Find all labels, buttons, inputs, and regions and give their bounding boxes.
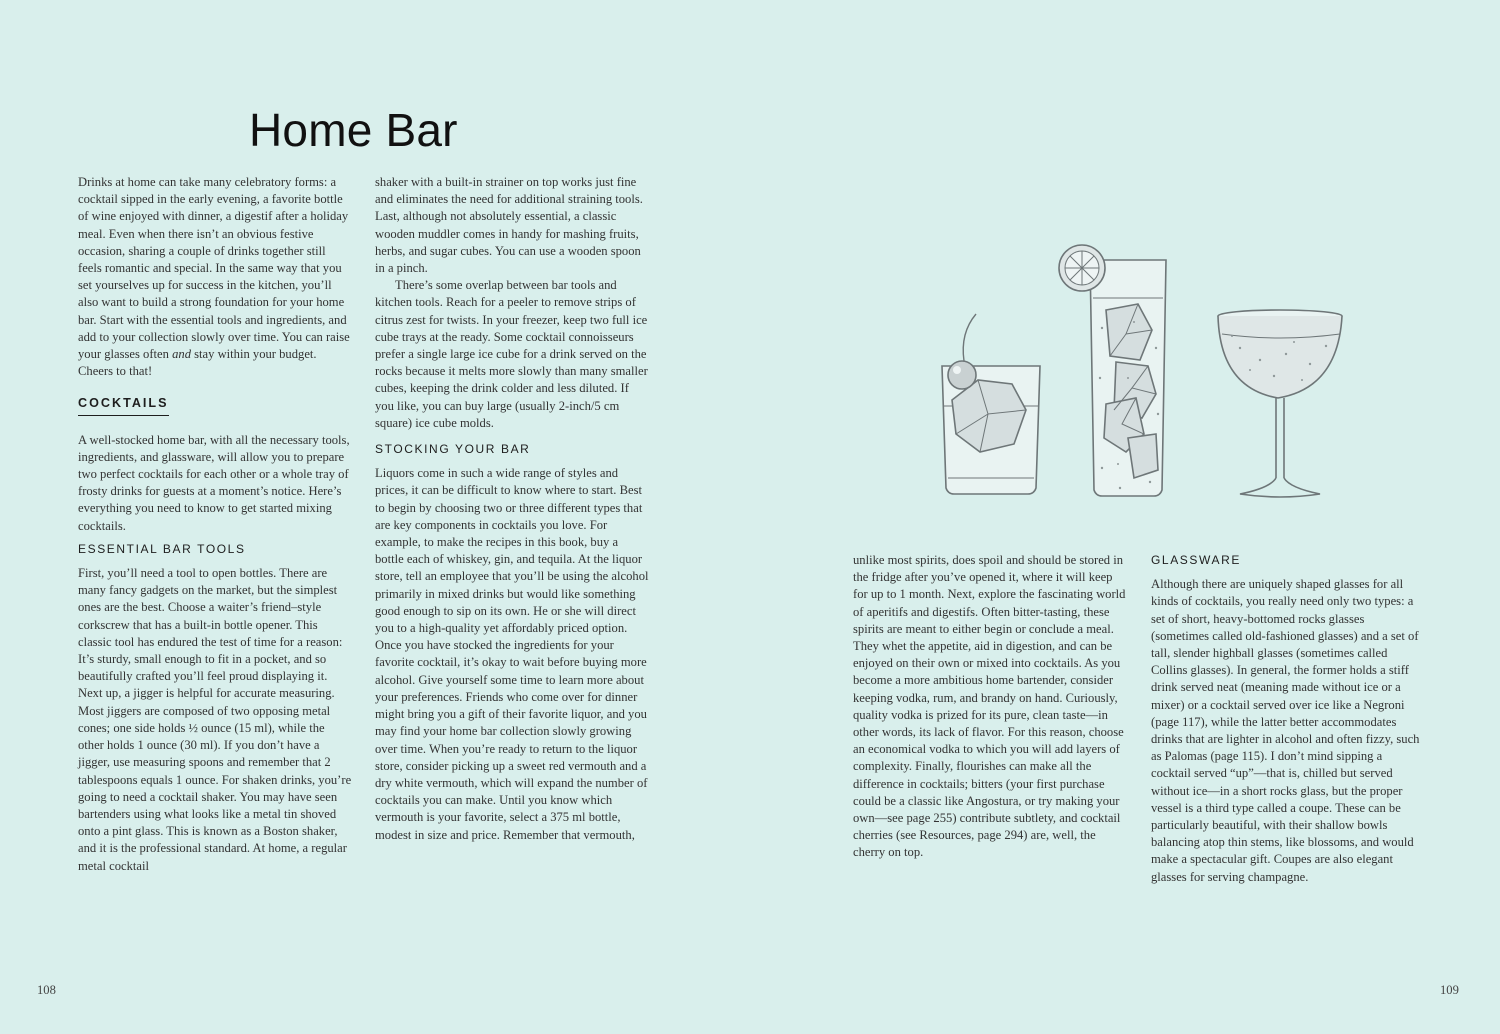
tools-continued-paragraph: shaker with a built-in strainer on top works just fine and eliminates the need for additional straining tools. Last, although not absolutely essential, a classic wooden muddler comes in handy for mashing fruits, herbs, and sugar cubes. You can use a wooden spoon in a pinch. [375,175,643,276]
page-title: Home Bar [249,103,458,156]
column-4 [1151,552,1425,886]
column-1 [78,174,352,875]
intro-text: Drinks at home can take many celebratory forms: a cocktail sipped in the early evening, a favorite bottle of wine enjoyed with dinner, a digestif after a holiday meal. Even when there isn’t an obvious festive occasion, sharing a couple of drinks together still feels romantic and special. In the same way that you set yourselves up for success in the kitchen, you’ll also want to build a strong foundation for your home bar. Start with the essential tools and ingredients, and add to your collection slowly over time. You can raise your glasses often [78,175,350,362]
column-3 [853,552,1127,862]
rocks-glass-with-cherry [942,314,1040,494]
intro-paragraph [78,174,352,380]
column-2 [375,174,649,844]
glassware-heading: GLASSWARE [1151,553,1241,567]
vermouth-paragraph: unlike most spirits, does spoil and should be stored in the fridge after you’ve opened it, where it will keep for up to 1 month. Next, explore the fascinating world of aperitifs and digestifs. Often bitter-tasting, these spirits are meant to either begin or conclude a meal. They whet the appetite, aid in digestion, and can be enjoyed on their own or mixed into cocktails. As you become a more ambitious home bartender, consider keeping vodka, rum, and brandy on hand. Curiously, quality vodka is prized for its pure, clean taste—in other words, its lack of flavor. For this reason, choose an economical vodka to which you will add layers of complexity. Finally, flourishes can make all the difference in cocktails; bitters (your first purchase could be a classic like Angostura, or try making your own—see page 255) contribute subtlety, and cocktail cherries (see Resources, page 294) are, well, the cherry on top. [853,553,1126,860]
cocktails-paragraph: A well-stocked home bar, with all the necessary tools, ingredients, and glassware, will allow you to prepare two perfect cocktails for each other or a whole tray of frosty drinks for guests at a moment’s notice. Here’s everything you need to know to get started mixing cocktails. [78,432,350,533]
essential-tools-heading: ESSENTIAL BAR TOOLS [78,541,246,556]
essential-tools-paragraph: First, you’ll need a tool to open bottles. There are many fancy gadgets on the market, but the simplest ones are the best. Choose a waiter’s friend–style corkscrew that has a built-in bottle opener. This classic tool has endured the test of time for a reason: It’s sturdy, small enough to fit in a pocket, and so beautifully crafted you’ll feel proud displaying it. Next up, a jigger is helpful for accurate measuring. Most jiggers are composed of two opposing metal cones; one side holds ½ ounce (15 ml), while the other holds 1 ounce (30 ml). If you don’t have a jigger, use measuring spoons and remember that 2 tablespoons equals 1 ounce. For shaken drinks, you’re going to need a cocktail shaker. You may have seen bartenders using what looks like a metal tin shoved onto a pint glass. This is known as a Boston shaker, and it is the professional standard. At home, a regular metal cocktail [78,566,352,873]
page-number-right: 109 [1440,983,1459,997]
stocking-heading: STOCKING YOUR BAR [375,442,531,457]
glassware-illustration [930,238,1430,503]
intro-emphasis: and [172,347,191,362]
stocking-paragraph: Liquors come in such a wide range of styles and prices, it can be difficult to know where to start. Best to begin by choosing two or three different types that are key components in cocktails you love. For example, to make the recipes in this book, buy a bottle each of whiskey, gin, and tequila. At the liquor store, tell an employee that you’ll be using the alcohol primarily in mixed drinks but would like something good enough to sip on its own. He or she will direct you to a high-quality yet affordably priced option. Once you have stocked the ingredients for your favorite cocktail, it’s okay to wait before buying more alcohol. Give yourself some time to learn more about your preferences. Friends who come over for dinner might bring you a gift of their favorite liquor, and you may find your home bar collection slowly growing over time. When you’re ready to return to the liquor store, consider picking up a sweet red vermouth and a dry white vermouth, which will expand the number of cocktails you can make. Until you know which vermouth is your favorite, select a 375 ml bottle, modest in size and price. Remember that vermouth, [375,466,649,842]
ice-paragraph: There’s some overlap between bar tools and kitchen tools. Reach for a peeler to remove strips of citrus zest for twists. In your freezer, keep two full ice cube trays at the ready. Some cocktail connoisseurs prefer a single large ice cube for a drink served on the rocks because it melts more slowly than many smaller cubes, keeping the drink colder and less diluted. If you like, you can buy large (usually 2-inch/5 cm square) ice cube molds. [375,278,648,430]
coupe-glass [1218,310,1342,497]
glassware-paragraph: Although there are uniquely shaped glasses for all kinds of cocktails, you really need only two types: a set of short, heavy-bottomed rocks glasses (sometimes called old-fashioned glasses) and a set of tall, slender highball glasses (sometimes called Collins glasses). In general, the former holds a stiff drink served neat (meaning made without ice or a mixer) or a cocktail served over ice like a Negroni (page 117), while the latter better accommodates drinks that are lighter in alcohol and often fizzy, such as Palomas (page 115). I don’t mind sipping a cocktail served “up”—that is, chilled but served without ice—in a short rocks glass, but the proper vessel is a third type called a coupe. These can be particularly beautiful, with their shallow bowls balancing atop thin stems, like blossoms, and would make a spectacular gift. Coupes are also elegant glasses for serving champagne. [1151,577,1420,884]
page-number-left: 108 [37,983,56,997]
highball-glass-with-lime [1059,245,1166,496]
cocktails-heading: COCKTAILS [78,395,169,415]
intro-text-end: stay within your budget. Cheers to that! [78,347,317,379]
